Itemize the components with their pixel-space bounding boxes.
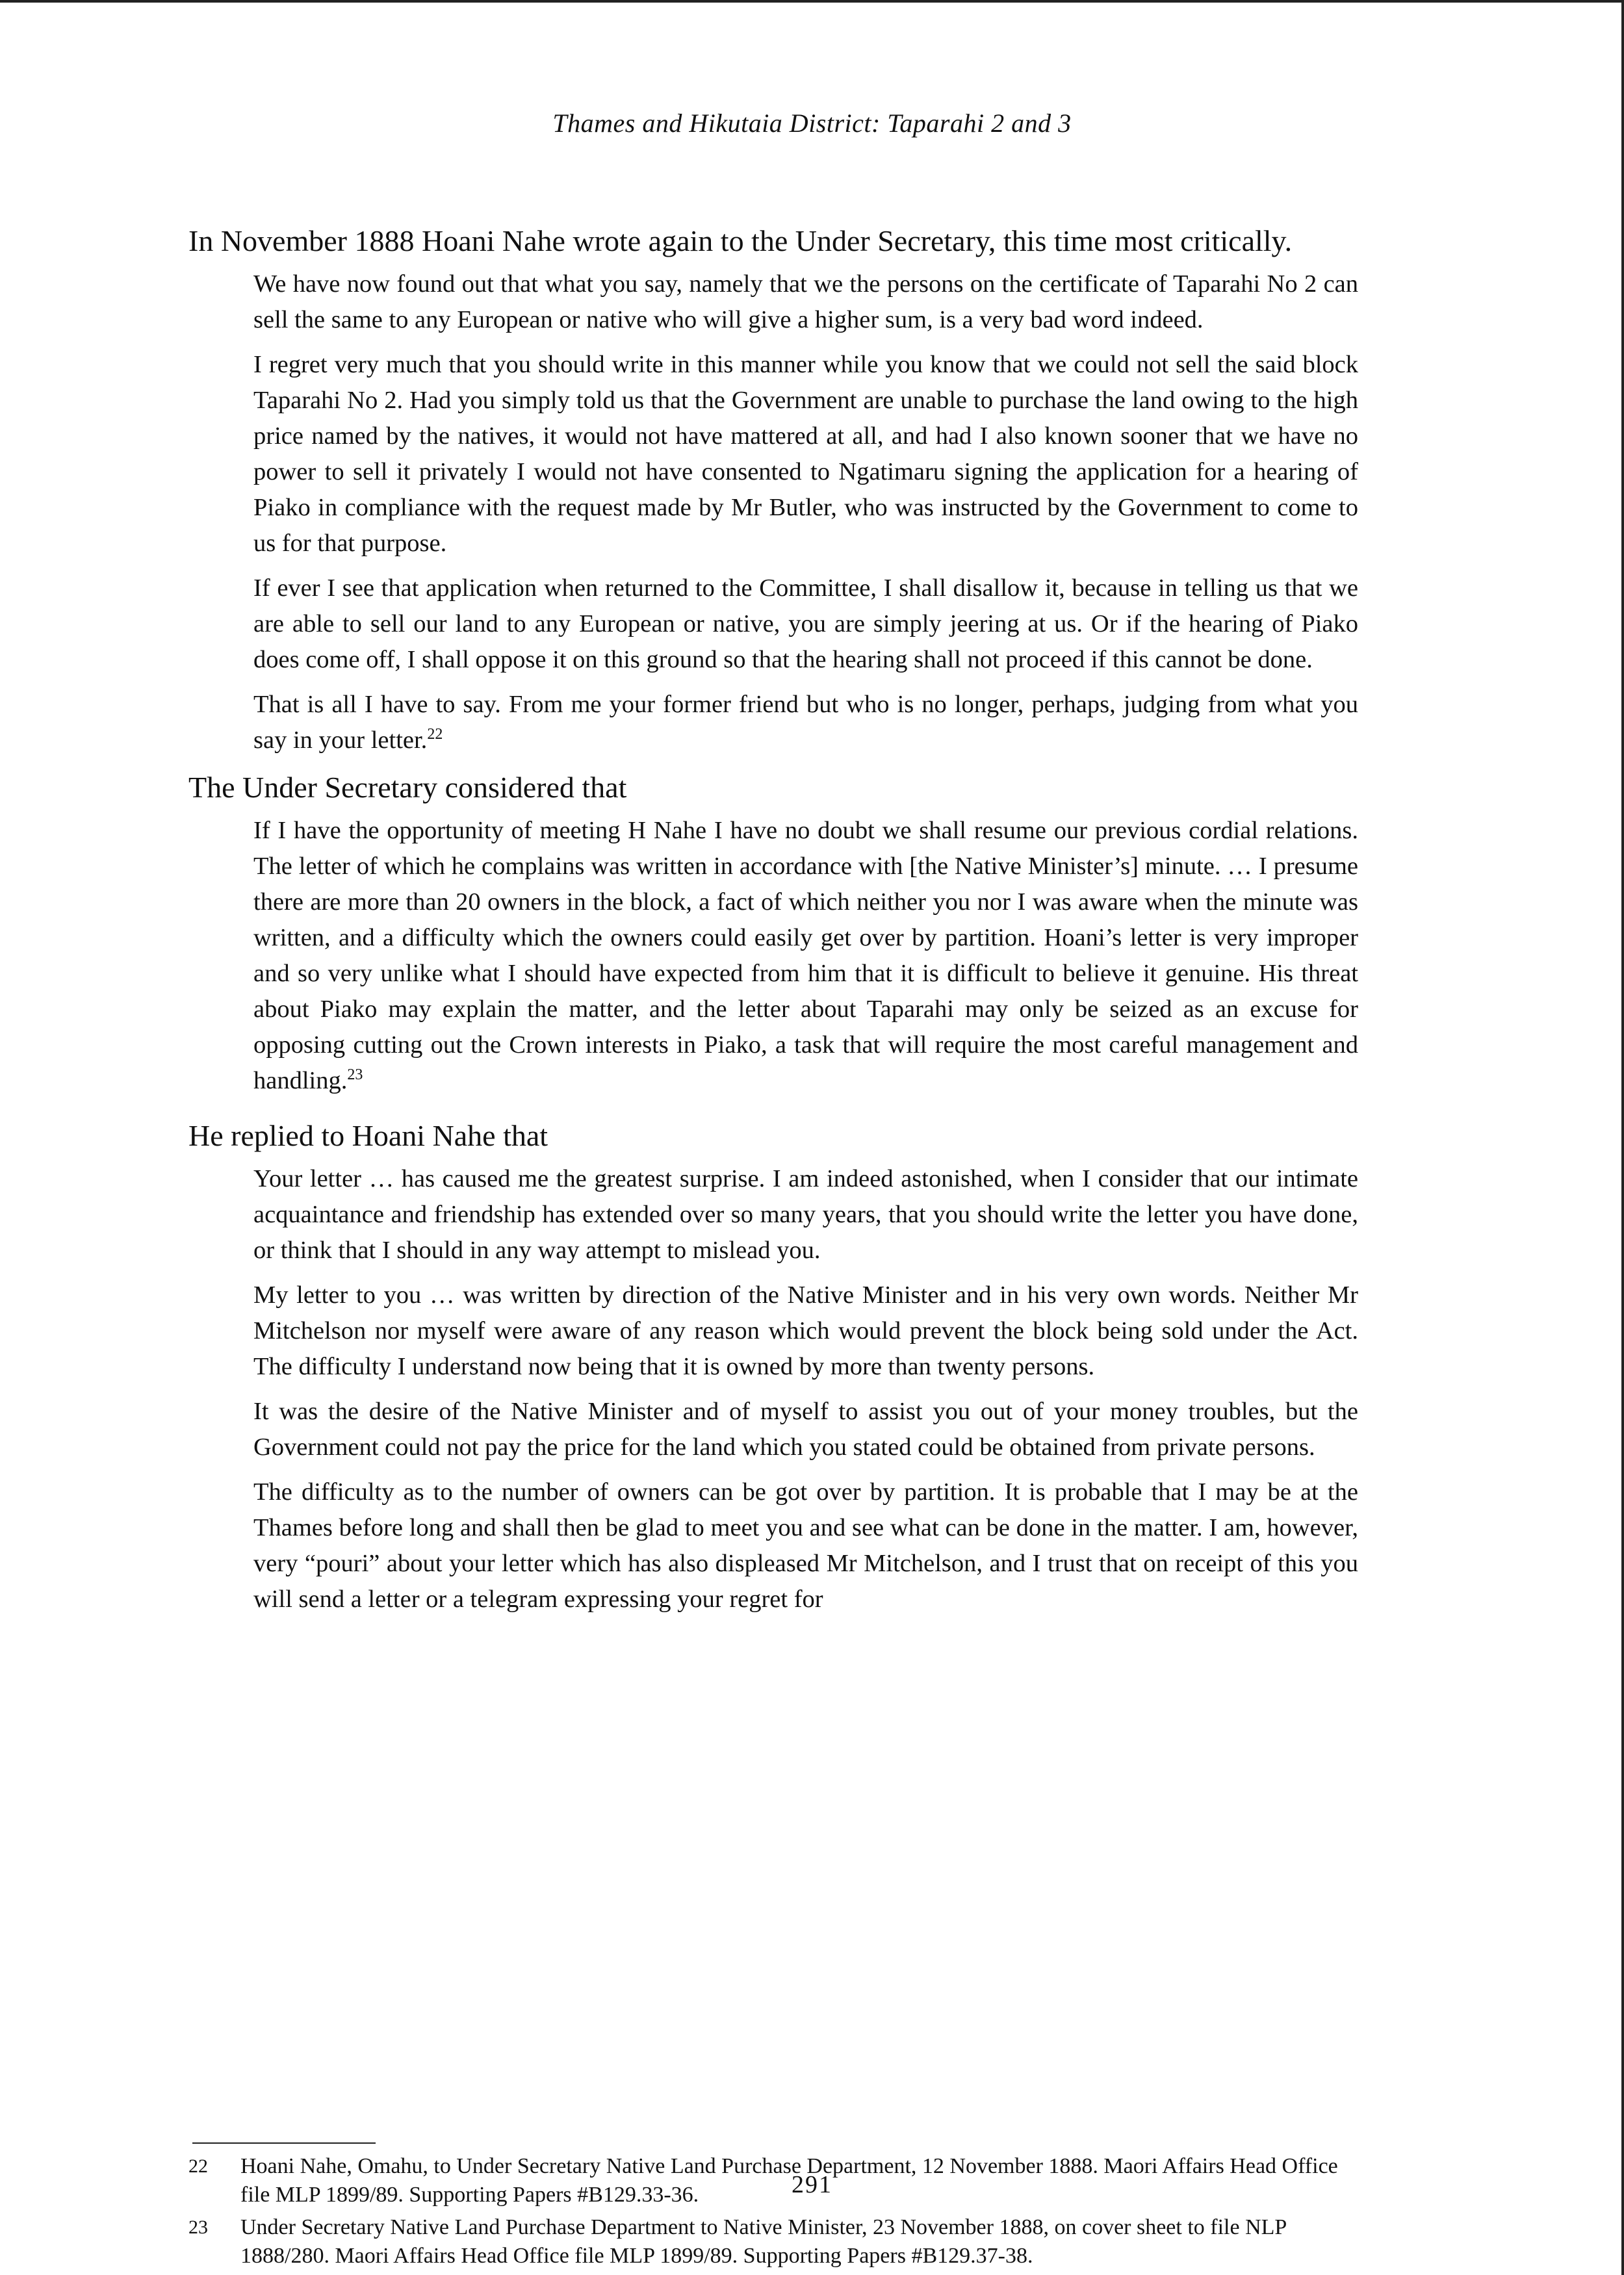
footnote-ref-22: 22 — [427, 726, 443, 743]
quote-paragraph-with-footnote — [253, 813, 1358, 1099]
quote-paragraph: My letter to you … was written by direction of the Native Minister and in his very own words. Neither Mr Mitchelson nor myself were aware of any reason which would prevent the block being sold under the Act. The difficulty I understand now being that it is owned by more than twenty persons. — [253, 1281, 1358, 1380]
quote-paragraph: The difficulty as to the number of owners can be got over by partition. It is probable that I may be at the Thames before long and shall then be glad to meet you and see what can be done in the matter. I am, however, very “pouri” about your letter which has also displeased Mr Mitchelson, and I trust that on receipt of this you will send a letter or a telegram expressing your regret for — [253, 1478, 1358, 1613]
footnote-number: 22 — [188, 2155, 208, 2177]
quote-paragraph: I regret very much that you should write in this manner while you know that we could not sell the said block Taparahi No 2. Had you simply told us that the Government are unable to purchase the land owing to the high price named by the natives, it would not have mattered at all, and had I also known sooner that we have no power to sell it privately I would not have consented to Ngatimaru signing the application for a hearing of Piako in compliance with the request made by Mr Butler, who was instructed by the Government to come to us for that purpose. — [253, 351, 1358, 557]
block-quote-reply — [253, 1161, 1358, 1617]
quote-paragraph: It was the desire of the Native Minister and of myself to assist you out of your money troubles, but the Government could not pay the price for the land which you stated could be obtained from private persons. — [253, 1398, 1358, 1461]
body-paragraph-intro: In November 1888 Hoani Nahe wrote again to the Under Secretary, this time most critically. — [188, 224, 1293, 257]
page-number: 291 — [792, 2171, 832, 2198]
footnote-text: Hoani Nahe, Omahu, to Under Secretary Native Land Purchase Department, 12 November 1888. Maori Affairs Head Office file MLP 1899/89. Supporting Papers #B129.33-36. — [240, 2154, 1338, 2207]
footnote-ref-23: 23 — [347, 1066, 363, 1084]
page-edge-right — [1621, 0, 1624, 2275]
body-paragraph-reply: He replied to Hoani Nahe that — [188, 1119, 548, 1152]
quote-paragraph: Your letter … has caused me the greatest surprise. I am indeed astonished, when I consider that our intimate acquaintance and friendship has extended over so many years, that you should write the letter you have done, or think that I should in any way attempt to mislead you. — [253, 1165, 1358, 1264]
block-quote-nahe-letter — [253, 266, 1358, 758]
footnote-text: Under Secretary Native Land Purchase Department to Native Minister, 23 November 1888, on cover sheet to file NLP 1888/280. Maori Affairs Head Office file MLP 1899/89. Supporting Papers #B129.37-38. — [240, 2215, 1287, 2268]
quote-text: That is all I have to say. From me your former friend but who is no longer, perhaps, judging from what you say in your letter. — [253, 691, 1358, 754]
block-quote-under-secretary — [253, 813, 1358, 1099]
footnote-divider — [192, 2142, 376, 2144]
quote-text: If I have the opportunity of meeting H Nahe I have no doubt we shall resume our previous cordial relations. The letter of which he complains was written in accordance with [the Native Minister’s] minute. … I presume there are more than 20 owners in the block, a fact of which neither you nor I was aware when the minute was written, and a difficulty which the owners could easily get over by partition. Hoani’s letter is very improper and so very unlike what I should have expected from him that it is difficult to believe it genuine. His threat about Piako may explain the matter, and the letter about Taparahi may only be seized as an excuse for opposing cutting out the Crown interests in Piako, a task that will require the most careful management and handling. — [253, 817, 1358, 1094]
quote-paragraph-with-footnote — [253, 687, 1358, 758]
footnote-23 — [188, 2213, 1358, 2270]
page-edge-top — [0, 0, 1624, 3]
quote-paragraph: We have now found out that what you say, namely that we the persons on the certificate of Taparahi No 2 can sell the same to any European or native who will give a higher sum, is a very bad word indeed. — [253, 270, 1358, 333]
quote-paragraph: If ever I see that application when returned to the Committee, I shall disallow it, because in telling us that we are able to sell our land to any European or native, you are simply jeering at us. Or if the hearing of Piako does come off, I shall oppose it on this ground so that the hearing shall not proceed if this cannot be done. — [253, 574, 1358, 673]
main-text — [188, 221, 1358, 1626]
body-paragraph-under-secretary: The Under Secretary considered that — [188, 771, 627, 804]
running-head: Thames and Hikutaia District: Taparahi 2 and 3 — [552, 109, 1072, 138]
footnote-number: 23 — [188, 2217, 208, 2238]
